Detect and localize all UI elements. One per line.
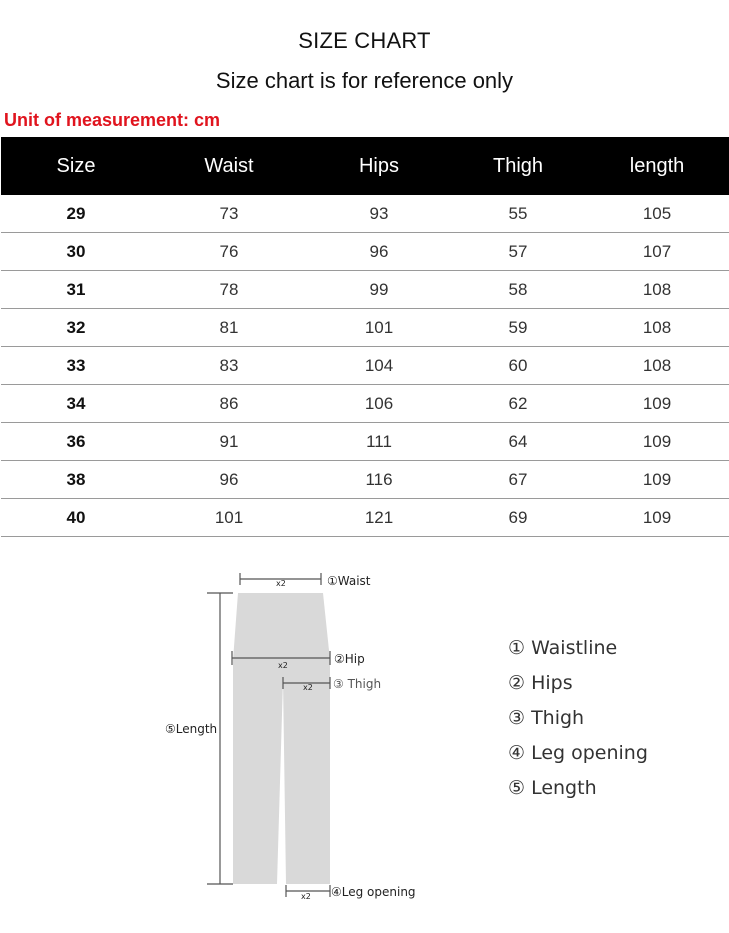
length-cell: 109 [585, 385, 729, 423]
legend-item-waistline: ① Waistline [508, 637, 618, 659]
column-header: Hips [307, 137, 451, 195]
thigh-cell: 64 [451, 423, 585, 461]
length-cell: 109 [585, 461, 729, 499]
waist-cell: 76 [151, 233, 307, 271]
hips-cell: 101 [307, 309, 451, 347]
waist-label: ①Waist [327, 574, 371, 588]
length-cell: 109 [585, 499, 729, 537]
waist-cell: 73 [151, 195, 307, 233]
size-cell: 31 [1, 271, 151, 309]
legend-item-leg-opening: ④ Leg opening [508, 742, 648, 764]
thigh-cell: 60 [451, 347, 585, 385]
size-cell: 36 [1, 423, 151, 461]
x2-label: x2 [278, 661, 288, 670]
hips-cell: 111 [307, 423, 451, 461]
size-cell: 29 [1, 195, 151, 233]
x2-label: x2 [276, 579, 286, 588]
size-cell: 40 [1, 499, 151, 537]
waist-cell: 78 [151, 271, 307, 309]
hip-label: ②Hip [334, 652, 365, 666]
thigh-cell: 58 [451, 271, 585, 309]
hips-cell: 121 [307, 499, 451, 537]
x2-label: x2 [301, 892, 311, 901]
length-cell: 108 [585, 347, 729, 385]
unit-note: Unit of measurement: cm [4, 110, 221, 130]
column-header: Thigh [451, 137, 585, 195]
thigh-cell: 57 [451, 233, 585, 271]
legend-item-length: ⑤ Length [508, 777, 597, 799]
page-title: SIZE CHART [298, 28, 431, 53]
legend-item-thigh: ③ Thigh [508, 707, 585, 729]
hips-cell: 104 [307, 347, 451, 385]
waist-cell: 83 [151, 347, 307, 385]
size-cell: 33 [1, 347, 151, 385]
hips-cell: 106 [307, 385, 451, 423]
measurement-legend [508, 636, 648, 811]
thigh-cell: 55 [451, 195, 585, 233]
length-cell: 108 [585, 309, 729, 347]
waist-cell: 81 [151, 309, 307, 347]
waist-cell: 96 [151, 461, 307, 499]
length-cell: 108 [585, 271, 729, 309]
thigh-cell: 67 [451, 461, 585, 499]
waist-cell: 86 [151, 385, 307, 423]
thigh-cell: 59 [451, 309, 585, 347]
hips-cell: 116 [307, 461, 451, 499]
thigh-cell: 62 [451, 385, 585, 423]
waist-cell: 91 [151, 423, 307, 461]
length-label: ⑤Length [165, 722, 218, 736]
length-measure [207, 593, 233, 884]
pants-silhouette [233, 593, 330, 884]
hips-cell: 93 [307, 195, 451, 233]
column-header: Waist [151, 137, 307, 195]
hips-cell: 96 [307, 233, 451, 271]
length-cell: 107 [585, 233, 729, 271]
size-cell: 30 [1, 233, 151, 271]
size-cell: 34 [1, 385, 151, 423]
thigh-cell: 69 [451, 499, 585, 537]
size-cell: 32 [1, 309, 151, 347]
column-header: Size [1, 137, 151, 195]
thigh-label: ③ Thigh [333, 677, 382, 691]
length-cell: 105 [585, 195, 729, 233]
page-subtitle: Size chart is for reference only [215, 68, 514, 93]
hips-cell: 99 [307, 271, 451, 309]
leg-opening-label: ④Leg opening [331, 885, 416, 899]
legend-item-hips: ② Hips [508, 672, 573, 694]
length-cell: 109 [585, 423, 729, 461]
waist-cell: 101 [151, 499, 307, 537]
x2-label: x2 [303, 683, 313, 692]
column-header: length [585, 137, 729, 195]
size-cell: 38 [1, 461, 151, 499]
